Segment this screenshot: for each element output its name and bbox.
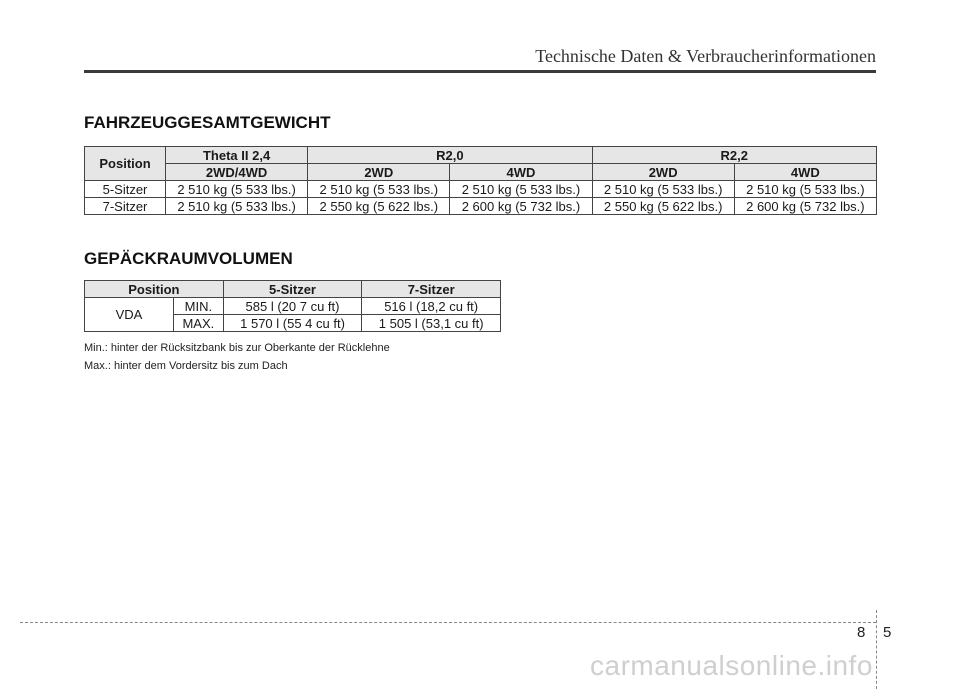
row-label: 7-Sitzer [85, 198, 166, 215]
weight-table-header-row [85, 147, 877, 164]
luggage-note-max: Max.: hinter dem Vordersitz bis zum Dach [84, 360, 288, 372]
weight-section-title: FAHRZEUGGESAMTGEWICHT [84, 113, 331, 132]
row-label: MIN. [174, 298, 224, 315]
table-cell: 2 600 kg (5 732 lbs.) [734, 198, 876, 215]
weight-header-position: Position [85, 147, 166, 181]
table-cell: 1 570 l (55 4 cu ft) [223, 315, 362, 332]
table-row [85, 181, 877, 198]
weight-subheader: 4WD [734, 164, 876, 181]
table-cell: 2 600 kg (5 732 lbs.) [450, 198, 592, 215]
weight-subheader: 2WD [308, 164, 450, 181]
weight-subheader: 2WD [592, 164, 734, 181]
luggage-section-title: GEPÄCKRAUMVOLUMEN [84, 249, 293, 268]
table-cell: 585 l (20 7 cu ft) [223, 298, 362, 315]
weight-header-theta: Theta II 2,4 [166, 147, 308, 164]
table-cell: 2 510 kg (5 533 lbs.) [734, 181, 876, 198]
table-cell: 1 505 l (53,1 cu ft) [362, 315, 501, 332]
table-cell: 2 550 kg (5 622 lbs.) [592, 198, 734, 215]
table-cell: 2 510 kg (5 533 lbs.) [450, 181, 592, 198]
luggage-note-min: Min.: hinter der Rücksitzbank bis zur Oberkante der Rücklehne [84, 342, 390, 354]
chapter-number: 8 [857, 624, 866, 641]
row-label: MAX. [174, 315, 224, 332]
weight-subheader: 2WD/4WD [166, 164, 308, 181]
table-row [85, 198, 877, 215]
page-number: 5 [883, 624, 892, 641]
weight-header-r20: R2,0 [308, 147, 592, 164]
luggage-table-header-row [85, 281, 501, 298]
weight-subheader: 4WD [450, 164, 592, 181]
table-cell: 2 510 kg (5 533 lbs.) [308, 181, 450, 198]
luggage-header-position: Position [85, 281, 224, 298]
table-cell: 2 510 kg (5 533 lbs.) [592, 181, 734, 198]
luggage-table [84, 280, 501, 332]
footer-divider [20, 622, 876, 623]
footer-page-separator [876, 610, 877, 689]
weight-table [84, 146, 877, 215]
header-rule [84, 70, 876, 73]
watermark: carmanualsonline.info [590, 650, 873, 681]
table-cell: 2 550 kg (5 622 lbs.) [308, 198, 450, 215]
weight-header-r22: R2,2 [592, 147, 876, 164]
luggage-header-5-sitzer: 5-Sitzer [223, 281, 362, 298]
luggage-header-7-sitzer: 7-Sitzer [362, 281, 501, 298]
weight-table-subheader-row [85, 164, 877, 181]
table-cell: 516 l (18,2 cu ft) [362, 298, 501, 315]
table-cell: 2 510 kg (5 533 lbs.) [166, 198, 308, 215]
page-header-title: Technische Daten & Verbraucherinformationen [535, 46, 876, 66]
luggage-group-label: VDA [85, 298, 174, 332]
table-cell: 2 510 kg (5 533 lbs.) [166, 181, 308, 198]
table-row [85, 298, 501, 315]
row-label: 5-Sitzer [85, 181, 166, 198]
